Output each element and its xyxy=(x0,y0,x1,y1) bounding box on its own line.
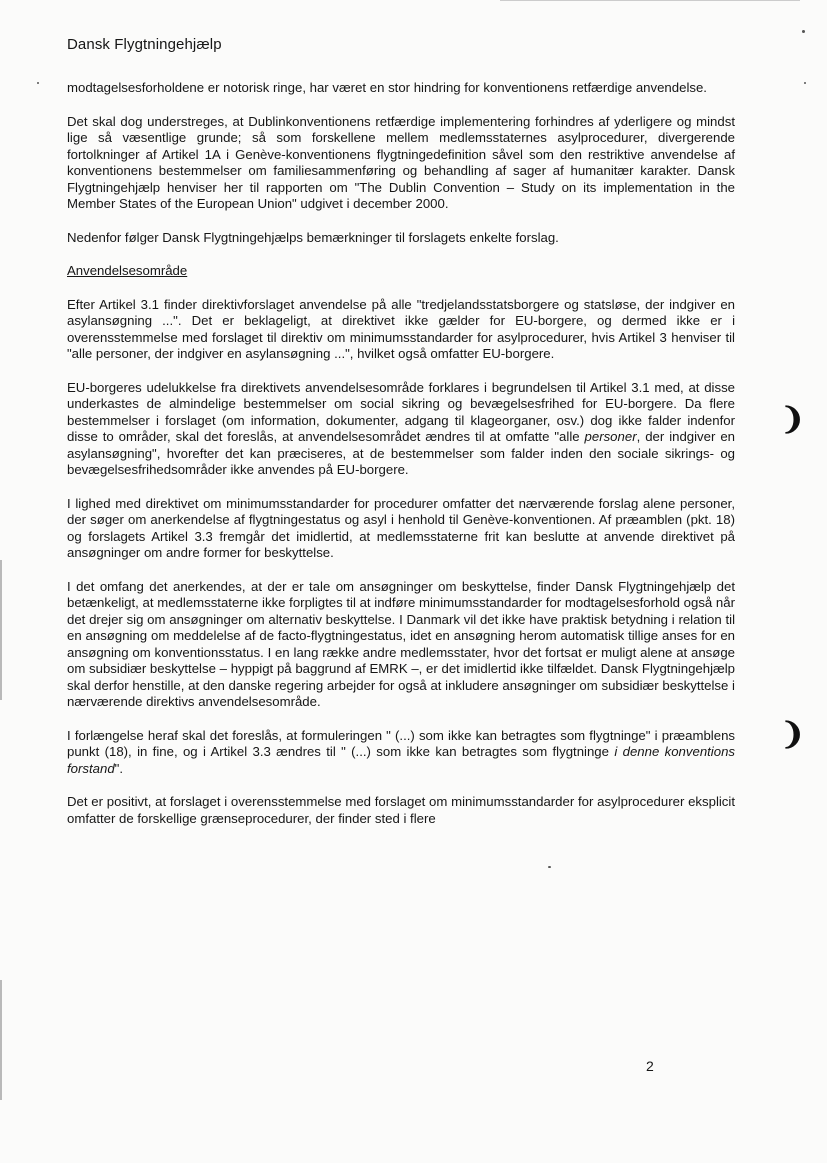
paragraph: modtagelsesforholdene er notorisk ringe, har været en stor hindring for konventionens retfærdige anvendelse. xyxy=(67,80,707,95)
paragraph: I lighed med direktivet om minimumsstandarder for procedurer omfatter det nærværende forslag alene personer, der søger om anerkendelse af flygtningestatus og asyl i henhold til Genève-konventionen. Af præamblen (pkt. 18) og forslagets Artikel 3.3 fremgår det imidlertid, at medlemsstaterne frit kan beslutte at anvende direktivet på ansøgninger om andre former for beskyttelse. xyxy=(67,495,735,560)
page-number: 2 xyxy=(646,1058,654,1074)
text-run: EU-borgeres udelukkelse fra direktivets anvendelsesområde forklares i begrundelsen til Artikel 3.1 med, at disse underkastes de almindelige bestemmelser om social sikring og bevægelsesfrihed for EU-borgere. Da flere bestemmelser i forslaget (om information, dokumenter, adgang til klageorganer, osv.) dog ikke falder indenfor disse to områder, skal det foreslås, at anvendelsesområdet ændres til at omfatte "alle xyxy=(67,379,735,444)
section-heading: Anvendelsesområde xyxy=(67,263,188,278)
paragraph: Efter Artikel 3.1 finder direktivforslaget anvendelse på alle "tredjelandsstatsborgere og statsløse, der indgiver en asylansøgning ...". Det er beklageligt, at direktivet ikke gælder for EU-borgere, og dermed ikke er i overensstemmelse med forslaget til direktiv om minimumsstandarder for asylprocedurer, hvis Artikel 3 henviser til "alle personer, der indgiver en asylansøgning ...", hvilket også omfatter EU-borgere. xyxy=(67,296,735,361)
text-run: I forlængelse heraf skal det foreslås, at formuleringen " (...) som ikke kan betragtes som flygtninge" i præamblens punkt (18), in fine, og i Artikel 3.3 ændres til " (...) som ikke kan betragtes som flygtninge xyxy=(67,727,735,759)
italic-text: personer xyxy=(584,429,637,444)
scan-speck xyxy=(804,82,806,84)
paragraph xyxy=(67,728,735,778)
scan-speck xyxy=(802,30,805,33)
scan-speck xyxy=(37,82,39,84)
paragraph: Nedenfor følger Dansk Flygtningehjælps bemærkninger til forslagets enkelte forslag. xyxy=(67,229,559,245)
paragraph xyxy=(67,380,735,479)
document-body xyxy=(67,80,735,844)
binder-hole-mark: ❩ xyxy=(780,402,806,437)
scan-edge-line xyxy=(500,0,800,1)
paragraph: I det omfang det anerkendes, at der er tale om ansøgninger om beskyttelse, finder Dansk Flygtningehjælp det betænkeligt, at medlemsstaterne ikke forpligtes til at indføre minimumsstandarder for modtagelsesforhold også når det drejer sig om ansøgninger om alternativ beskyttelse. I Danmark vil det ikke have praktisk betydning i relation til en ansøgning om meddelelse af de facto-flygtningestatus, idet en ansøgning herom automatisk tillige anses for en ansøgning om konventionsstatus. I en lang række andre medlemsstater, hvor det fortsat er muligt alene at ansøge om subsidiær beskyttelse – hyppigt på baggrund af EMRK –, er det imidlertid ikke tilfældet. Dansk Flygtningehjælp skal derfor henstille, at den danske regering arbejder for også at inkludere ansøgninger om subsidiær beskyttelse i nærværende direktivs anvendelsesområde. xyxy=(67,578,735,709)
scan-edge-line xyxy=(0,980,2,1100)
binder-hole-mark: ❩ xyxy=(780,717,806,752)
paragraph: Det skal dog understreges, at Dublinkonventionens retfærdige implementering forhindres af yderligere og mindst lige så væsentlige grunde; så som forskellene mellem medlemsstaternes asylprocedurer, divergerende fortolkninger af Artikel 1A i Genève-konventionens flygtningedefinition såvel som den restriktive anvendelse af konventionens bestemmelser om familiesammenføring og behandling af sager af humanitær karakter. Dansk Flygtningehjælp henviser her til rapporten om "The Dublin Convention – Study on its implementation in the Member States of the European Union" udgivet i december 2000. xyxy=(67,113,735,211)
text-run: ". xyxy=(114,760,124,776)
italic-text: i denne konventions forstand xyxy=(67,744,736,776)
paragraph: Det er positivt, at forslaget i overensstemmelse med forslaget om minimumsstandarder for asylprocedurer eksplicit omfatter de forskellige grænseprocedurer, der finder sted i flere xyxy=(67,794,735,826)
text-run: , der indgiver en asylansøgning", hvorefter det kan præciseres, at de bestemmelser som falder inden den sociale sikrings- og bevægelsesfrihedsområder ikke anvendes på EU-borgere. xyxy=(67,429,735,477)
scan-speck xyxy=(548,866,551,868)
scan-edge-line xyxy=(0,560,2,700)
document-header: Dansk Flygtningehjælp xyxy=(67,36,222,53)
